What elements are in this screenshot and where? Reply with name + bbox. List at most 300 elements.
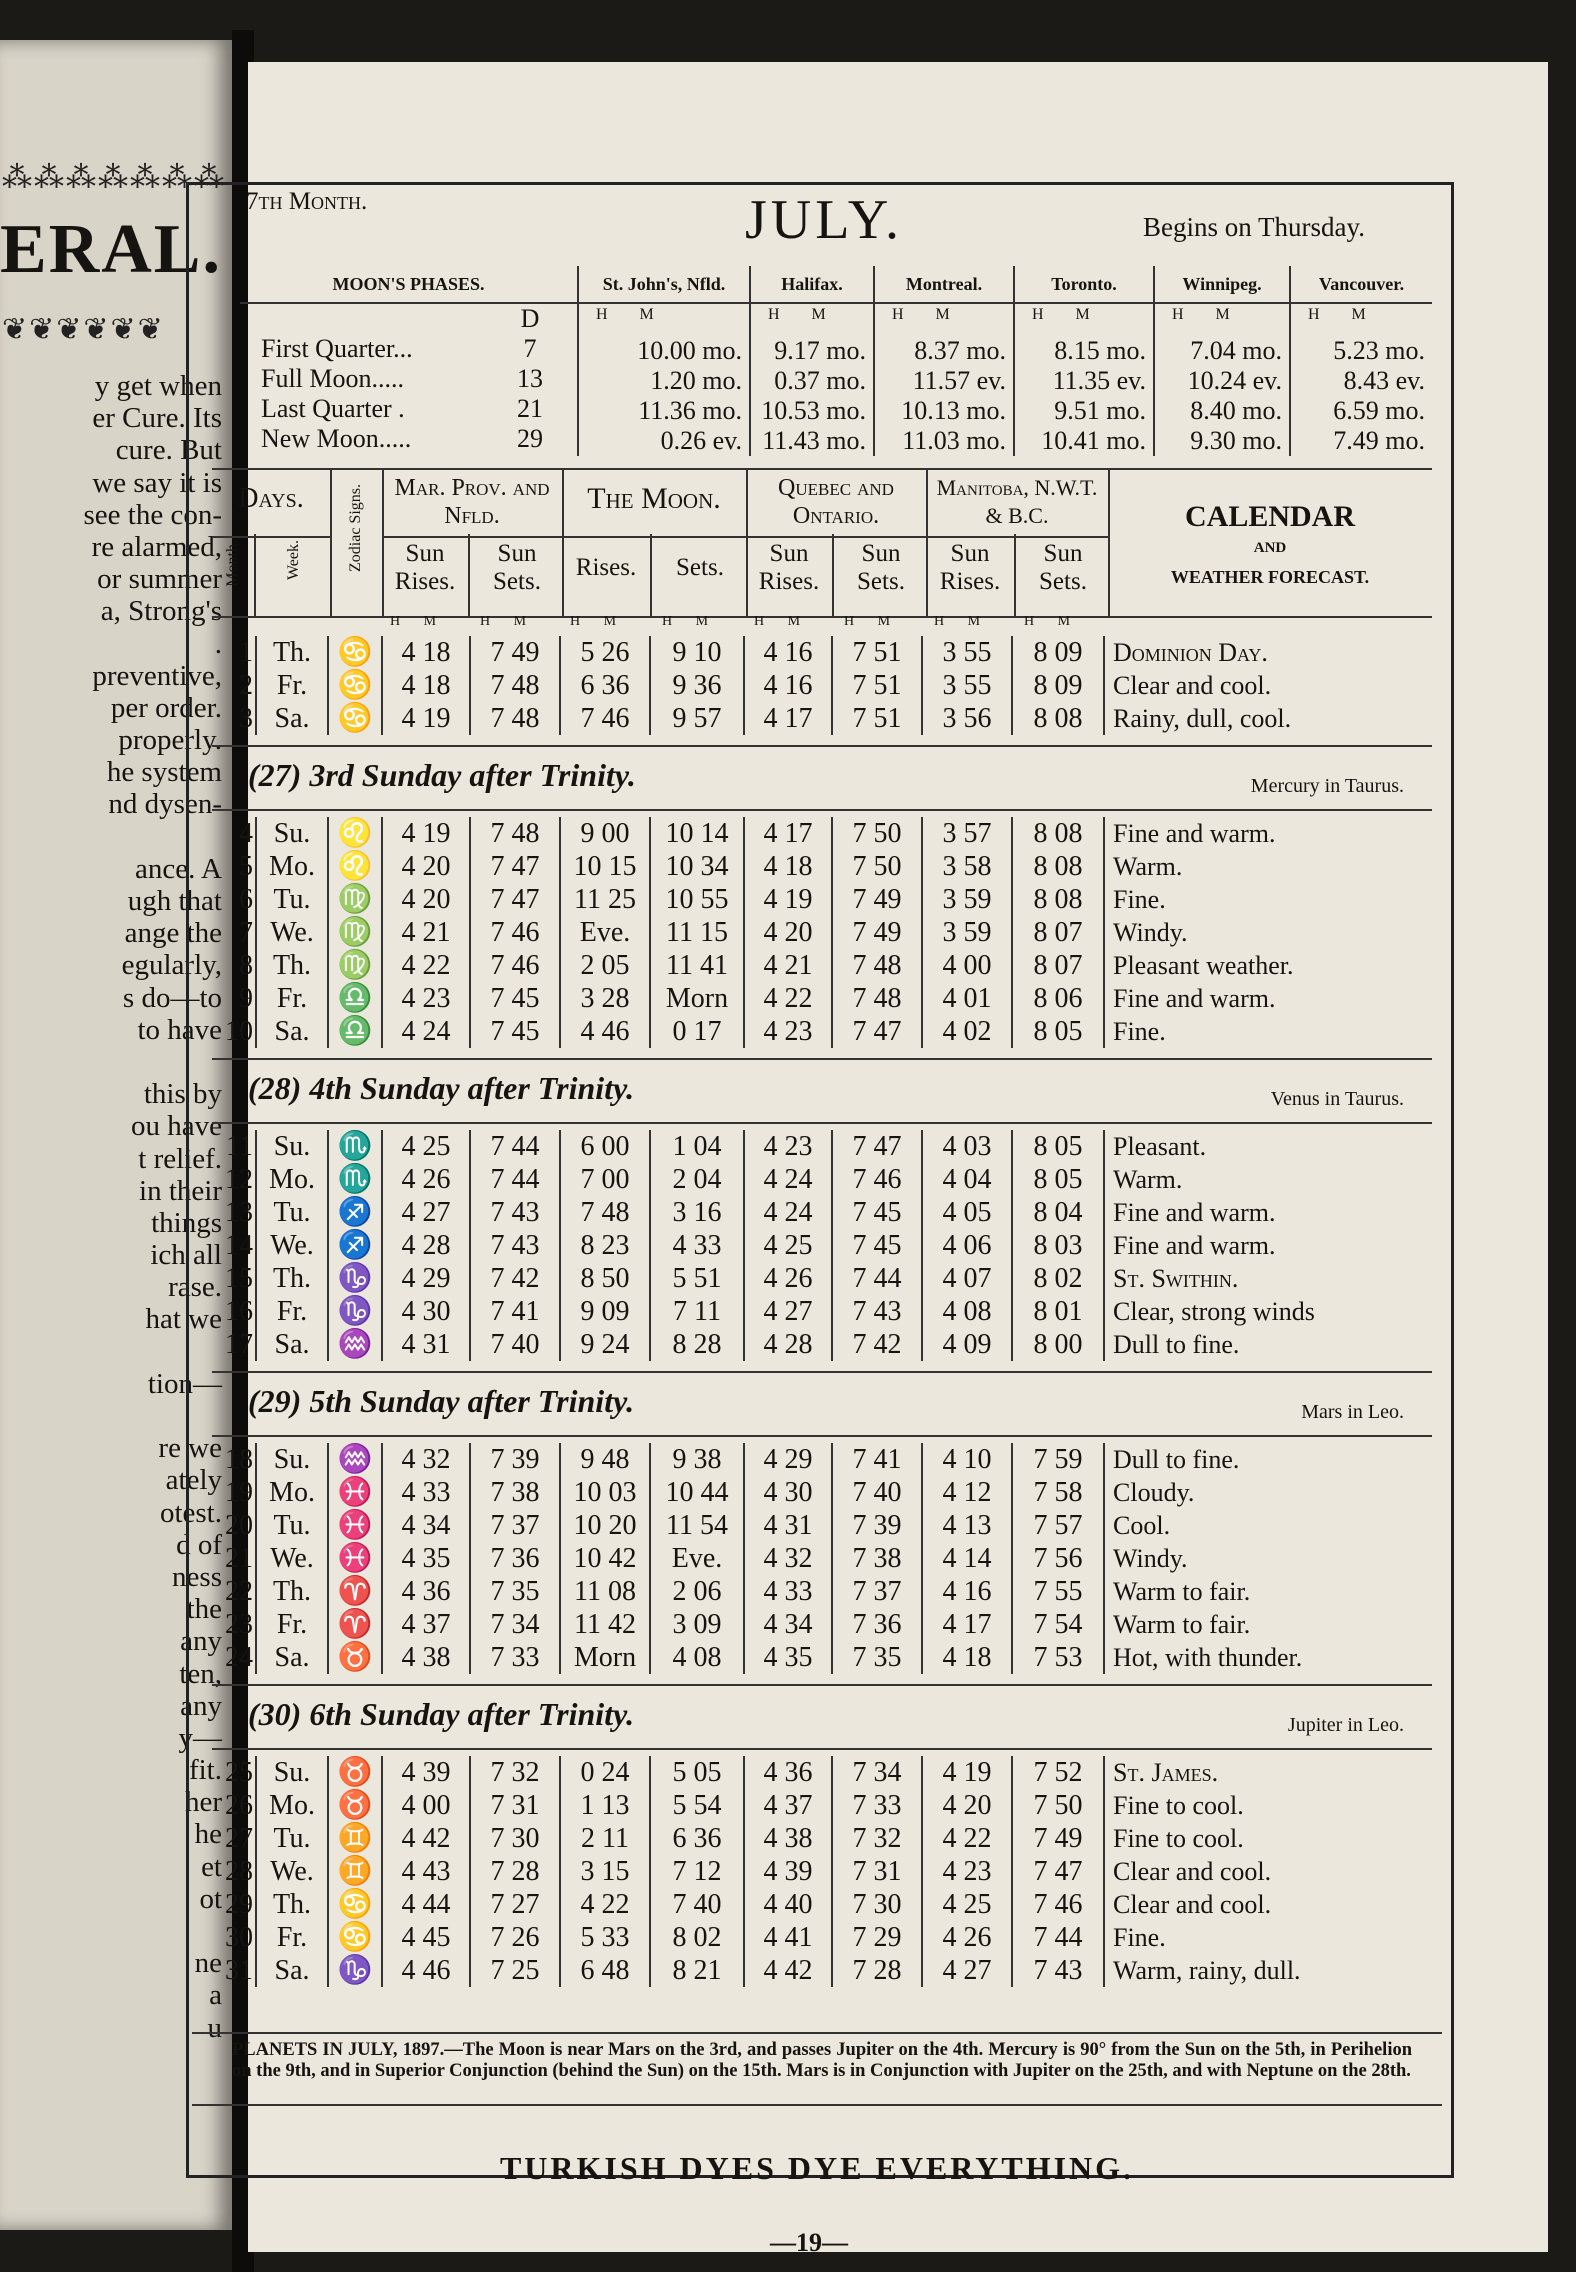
moon-label: The Moon. (562, 470, 746, 538)
day-of-week: Su. (256, 817, 328, 850)
day-row (212, 1542, 1432, 1575)
day-row (212, 1608, 1432, 1641)
time-cell: Eve. (650, 1542, 744, 1575)
zodiac-sign: ♊ (328, 1822, 382, 1855)
day-of-week: Fr. (256, 1921, 328, 1954)
left-page-line: preventive, (92, 659, 222, 692)
weather-forecast: Hot, with thunder. (1113, 1643, 1303, 1672)
day-row (212, 1443, 1432, 1476)
phase-names (261, 304, 413, 454)
time-cell: 7 43 (470, 1196, 560, 1229)
time-cell: 8 07 (1012, 949, 1104, 982)
calendar-column-header (212, 468, 1432, 618)
left-page-line: s do—to (122, 981, 222, 1014)
time-cell: 3 15 (560, 1855, 650, 1888)
week-header (212, 1371, 1432, 1437)
phase-time: 8.37 mo. (914, 336, 1006, 365)
time-cell: 7 56 (1012, 1542, 1104, 1575)
time-cell: 8 09 (1012, 636, 1104, 669)
day-of-week: Sa. (256, 702, 328, 735)
day-of-month: 27 (212, 1822, 256, 1855)
day-of-week: Tu. (256, 1822, 328, 1855)
time-cell: 4 08 (922, 1295, 1012, 1328)
time-cell: 8 02 (1012, 1262, 1104, 1295)
time-cell: 7 53 (1012, 1641, 1104, 1674)
left-page-line: any (180, 1625, 222, 1658)
time-cell: 4 22 (382, 949, 470, 982)
day-row (212, 1229, 1432, 1262)
hm-label: H M (1032, 306, 1104, 323)
sun-rises-label: Sun Rises. (926, 534, 1016, 616)
time-cell: 4 36 (382, 1575, 470, 1608)
time-cell: 4 31 (382, 1328, 470, 1361)
time-cell: 7 57 (1012, 1509, 1104, 1542)
time-cell: 4 32 (382, 1443, 470, 1476)
hm-label: H M (892, 306, 964, 323)
zodiac-sign: ♈ (328, 1575, 382, 1608)
zodiac-sign: ♋ (328, 1888, 382, 1921)
planets-note: PLANETS IN JULY, 1897.—The Moon is near Mars on the 3rd, and passes Jupiter on the 4th. Mercury is 90° from the Sun on the 5th, in Perihelion on the 9th, and in Superior Conjunction (behind the Sun) on the 15th. Mars is in Conjunction with Jupiter on the 25th, and with Neptune on the 28th. (232, 2040, 1412, 2081)
phase-time: 9.17 mo. (774, 336, 866, 365)
weather-forecast: Cool. (1113, 1511, 1171, 1540)
time-cell: 5 51 (650, 1262, 744, 1295)
phase-name: Last Quarter . (261, 394, 405, 423)
phase-names-cell (240, 303, 578, 456)
sun-rises-label: Sun Rises. (382, 534, 470, 616)
zodiac-column-label: Zodiac Signs. (347, 484, 364, 572)
left-page-line: he system (106, 756, 222, 789)
time-cell: 8 05 (1012, 1130, 1104, 1163)
day-row (212, 702, 1432, 735)
time-cell: 4 16 (744, 636, 832, 669)
phase-times (1014, 303, 1154, 456)
left-page-line: re alarmed, (91, 530, 222, 563)
time-cell: 3 59 (922, 883, 1012, 916)
left-page-line: ange the (124, 917, 222, 950)
time-cell: Morn (560, 1641, 650, 1674)
day-of-month: 28 (212, 1855, 256, 1888)
time-cell: 8 08 (1012, 702, 1104, 735)
zodiac-sign: ♓ (328, 1542, 382, 1575)
phase-time: 11.35 ev. (1052, 366, 1146, 395)
time-cell: 11 15 (650, 916, 744, 949)
time-cell: 7 33 (832, 1789, 922, 1822)
left-page-line: per order. (110, 691, 222, 724)
phase-time: 5.23 mo. (1333, 336, 1425, 365)
day-row (212, 1262, 1432, 1295)
weather-forecast: Fine to cool. (1113, 1791, 1244, 1820)
time-cell: 8 08 (1012, 883, 1104, 916)
day-of-month: 24 (212, 1641, 256, 1674)
time-cell: 4 18 (382, 636, 470, 669)
time-cell: 4 37 (382, 1608, 470, 1641)
hm-label: H M (844, 614, 901, 629)
time-cell: 7 32 (470, 1756, 560, 1789)
zodiac-sign: ♋ (328, 636, 382, 669)
time-cell: 7 42 (832, 1328, 922, 1361)
week-note: Mars in Leo. (1301, 1401, 1404, 1423)
time-cell: 10 44 (650, 1476, 744, 1509)
time-cell: 4 44 (382, 1888, 470, 1921)
week-note: Venus in Taurus. (1270, 1088, 1404, 1110)
time-cell: 8 08 (1012, 850, 1104, 883)
time-cell: 11 25 (560, 883, 650, 916)
time-cell: 0 17 (650, 1015, 744, 1048)
time-cell: 7 34 (832, 1756, 922, 1789)
hm-label: H M (1024, 614, 1081, 629)
time-cell: 7 46 (1012, 1888, 1104, 1921)
time-cell: 4 20 (744, 916, 832, 949)
zodiac-sign: ♌ (328, 850, 382, 883)
day-of-week: Tu. (256, 1509, 328, 1542)
time-cell: 8 06 (1012, 982, 1104, 1015)
zodiac-sign: ♋ (328, 702, 382, 735)
time-cell: 4 07 (922, 1262, 1012, 1295)
zodiac-sign: ♓ (328, 1476, 382, 1509)
zodiac-sign: ♑ (328, 1262, 382, 1295)
phase-time: 8.43 ev. (1343, 366, 1425, 395)
week-header (212, 1058, 1432, 1124)
day-row (212, 1789, 1432, 1822)
time-cell: 2 04 (650, 1163, 744, 1196)
zodiac-sign: ♏ (328, 1163, 382, 1196)
zodiac-sign: ♋ (328, 1921, 382, 1954)
day-of-week: Th. (256, 1888, 328, 1921)
time-cell: 8 08 (1012, 817, 1104, 850)
left-page-line: t relief. (138, 1142, 222, 1175)
city-header: Halifax. (750, 266, 874, 303)
time-cell: 4 41 (744, 1921, 832, 1954)
left-page-line: or summer (97, 563, 222, 596)
time-cell: 5 33 (560, 1921, 650, 1954)
day-row (212, 850, 1432, 883)
time-cell: 7 36 (470, 1542, 560, 1575)
day-of-month: 25 (212, 1756, 256, 1789)
page-title: JULY. (745, 189, 904, 251)
day-of-week: Sa. (256, 1015, 328, 1048)
phase-time: 0.37 mo. (774, 366, 866, 395)
time-cell: 7 28 (470, 1855, 560, 1888)
day-of-month: 30 (212, 1921, 256, 1954)
zodiac-sign: ♍ (328, 916, 382, 949)
day-of-month: 23 (212, 1608, 256, 1641)
hm-label: H M (1172, 306, 1244, 323)
time-cell: 4 46 (382, 1954, 470, 1987)
time-cell: 7 43 (832, 1295, 922, 1328)
time-cell: 7 46 (470, 916, 560, 949)
weather-forecast: Dominion Day. (1113, 638, 1268, 667)
advert-slogan: TURKISH DYES DYE EVERYTHING. (499, 2150, 1135, 2186)
time-cell: 3 09 (650, 1608, 744, 1641)
day-of-week: We. (256, 1855, 328, 1888)
zodiac-sign: ♈ (328, 1608, 382, 1641)
phase-time: 10.24 ev. (1187, 366, 1282, 395)
left-page-line: d of (176, 1528, 222, 1561)
day-label: D (520, 304, 540, 333)
phase-time: 11.43 mo. (762, 426, 866, 455)
time-cell: 4 25 (382, 1130, 470, 1163)
time-cell: 11 08 (560, 1575, 650, 1608)
left-page-line: egularly, (121, 949, 222, 982)
left-page-line: tion— (147, 1367, 222, 1400)
time-cell: 3 56 (922, 702, 1012, 735)
left-page-line: ten, (179, 1657, 222, 1690)
time-cell: 7 47 (832, 1015, 922, 1048)
time-cell: 4 03 (922, 1130, 1012, 1163)
zodiac-sign: ♑ (328, 1954, 382, 1987)
time-cell: 9 48 (560, 1443, 650, 1476)
time-cell: 8 23 (560, 1229, 650, 1262)
time-cell: 9 10 (650, 636, 744, 669)
city-header: Winnipeg. (1154, 266, 1290, 303)
zodiac-sign: ♏ (328, 1130, 382, 1163)
phase-times (874, 303, 1014, 456)
phase-time: 10.41 mo. (1041, 426, 1146, 455)
week-title: (27) 3rd Sunday after Trinity. (248, 757, 636, 793)
zodiac-sign: ♒ (328, 1328, 382, 1361)
time-cell: 8 50 (560, 1262, 650, 1295)
time-cell: 4 30 (744, 1476, 832, 1509)
time-cell: 4 26 (382, 1163, 470, 1196)
day-of-month: 4 (212, 817, 256, 850)
time-cell: 4 22 (560, 1888, 650, 1921)
time-cell: 7 36 (832, 1608, 922, 1641)
day-of-week: Fr. (256, 669, 328, 702)
week-header (212, 745, 1432, 811)
time-cell: 8 28 (650, 1328, 744, 1361)
left-page-line: cure. But (115, 434, 222, 467)
time-cell: 4 32 (744, 1542, 832, 1575)
time-cell: 7 31 (470, 1789, 560, 1822)
time-cell: 7 43 (470, 1229, 560, 1262)
day-of-month: 3 (212, 702, 256, 735)
phase-time: 10.53 mo. (761, 396, 866, 425)
day-of-week: Fr. (256, 982, 328, 1015)
day-of-month: 29 (212, 1888, 256, 1921)
day-of-week: Mo. (256, 1163, 328, 1196)
time-cell: 7 47 (470, 850, 560, 883)
weather-forecast: Warm, rainy, dull. (1113, 1956, 1301, 1985)
time-cell: 7 49 (832, 916, 922, 949)
time-cell: 4 29 (382, 1262, 470, 1295)
time-cell: 7 35 (832, 1641, 922, 1674)
time-cell: 4 33 (744, 1575, 832, 1608)
time-cell: 7 49 (832, 883, 922, 916)
time-cell: 7 48 (832, 982, 922, 1015)
quebec-label: Quebec and Ontario. (746, 470, 926, 538)
day-row (212, 916, 1432, 949)
time-cell: 2 05 (560, 949, 650, 982)
day-row (212, 1888, 1432, 1921)
hm-label: H M (390, 614, 447, 629)
day-row (212, 636, 1432, 669)
time-cell: 5 26 (560, 636, 650, 669)
and-label: AND (1253, 540, 1287, 556)
time-cell: 7 39 (832, 1509, 922, 1542)
week-note: Jupiter in Leo. (1287, 1714, 1404, 1736)
time-cell: 7 41 (470, 1295, 560, 1328)
weather-forecast: Clear and cool. (1113, 1890, 1272, 1919)
time-cell: 4 22 (744, 982, 832, 1015)
week-note: Mercury in Taurus. (1250, 775, 1404, 797)
phase-time: 9.51 mo. (1054, 396, 1146, 425)
time-cell: 4 45 (382, 1921, 470, 1954)
week-title: (30) 6th Sunday after Trinity. (248, 1696, 635, 1732)
time-cell: 7 51 (832, 669, 922, 702)
time-cell: 3 28 (560, 982, 650, 1015)
zodiac-sign: ♎ (328, 1015, 382, 1048)
left-page-line: to have (137, 1013, 222, 1046)
weather-forecast: Warm to fair. (1113, 1610, 1251, 1639)
day-of-month: 6 (212, 883, 256, 916)
time-cell: 9 38 (650, 1443, 744, 1476)
phase-time: 6.59 mo. (1333, 396, 1425, 425)
day-row (212, 1575, 1432, 1608)
left-page-line: er Cure. Its (92, 402, 222, 435)
time-cell: 7 46 (832, 1163, 922, 1196)
time-cell: 3 57 (922, 817, 1012, 850)
time-cell: 7 28 (832, 1954, 922, 1987)
time-cell: 7 38 (832, 1542, 922, 1575)
time-cell: 4 19 (382, 817, 470, 850)
time-cell: 7 39 (470, 1443, 560, 1476)
time-cell: 4 39 (382, 1756, 470, 1789)
time-cell: 7 27 (470, 1888, 560, 1921)
time-cell: 4 19 (744, 883, 832, 916)
day-row (212, 1163, 1432, 1196)
time-cell: 9 24 (560, 1328, 650, 1361)
day-row (212, 949, 1432, 982)
left-page-heading: ERAL. (0, 211, 222, 288)
day-of-month: 7 (212, 916, 256, 949)
phase-times (1154, 303, 1290, 456)
time-cell: 7 49 (470, 636, 560, 669)
forecast-label: WEATHER FORECAST. (1170, 567, 1370, 587)
left-page-line: y— (178, 1721, 222, 1754)
phase-time: 9.30 mo. (1190, 426, 1282, 455)
time-cell: 3 55 (922, 636, 1012, 669)
time-cell: 10 20 (560, 1509, 650, 1542)
week-table (212, 636, 1432, 735)
time-cell: 7 44 (832, 1262, 922, 1295)
time-cell: 4 23 (382, 982, 470, 1015)
moon-header (562, 470, 748, 616)
weather-forecast: Clear and cool. (1113, 671, 1272, 700)
phase-time: 8.15 mo. (1054, 336, 1146, 365)
day-of-week: Th. (256, 949, 328, 982)
day-of-month: 1 (212, 636, 256, 669)
time-cell: 4 23 (744, 1130, 832, 1163)
time-cell: 7 48 (470, 669, 560, 702)
time-cell: 4 34 (382, 1509, 470, 1542)
time-cell: 4 05 (922, 1196, 1012, 1229)
left-page-line: nd dysen- (108, 788, 222, 821)
time-cell: 7 37 (470, 1509, 560, 1542)
day-of-week: We. (256, 1229, 328, 1262)
hm-label: H M (596, 306, 668, 323)
time-cell: 4 39 (744, 1855, 832, 1888)
time-cell: 4 06 (922, 1229, 1012, 1262)
left-page-line: fit. (188, 1754, 222, 1787)
day-of-month: 20 (212, 1509, 256, 1542)
time-cell: 1 04 (650, 1130, 744, 1163)
left-page-line: re we (158, 1432, 222, 1465)
time-cell: 7 47 (470, 883, 560, 916)
week-header (212, 1684, 1432, 1750)
time-cell: 8 21 (650, 1954, 744, 1987)
time-cell: 8 03 (1012, 1229, 1104, 1262)
left-page-line: y get when (94, 370, 222, 402)
time-cell: 4 35 (382, 1542, 470, 1575)
time-cell: 4 10 (922, 1443, 1012, 1476)
weather-forecast: Pleasant weather. (1113, 951, 1294, 980)
weather-forecast: Fine and warm. (1113, 1198, 1276, 1227)
moon-sets-label: Sets. (676, 554, 724, 581)
day-of-week: Sa. (256, 1641, 328, 1674)
time-cell: 4 17 (744, 702, 832, 735)
weather-forecast: St. James. (1113, 1758, 1219, 1787)
weather-forecast: Dull to fine. (1113, 1445, 1240, 1474)
time-cell: 2 06 (650, 1575, 744, 1608)
time-cell: 10 34 (650, 850, 744, 883)
time-cell: 7 47 (832, 1130, 922, 1163)
zodiac-sign: ♐ (328, 1229, 382, 1262)
day-row (212, 1756, 1432, 1789)
day-row (212, 1015, 1432, 1048)
day-row (212, 1328, 1432, 1361)
weather-forecast: Fine to cool. (1113, 1824, 1244, 1853)
time-cell: 7 59 (1012, 1443, 1104, 1476)
day-of-month: 5 (212, 850, 256, 883)
time-cell: 10 03 (560, 1476, 650, 1509)
manitoba-header (926, 470, 1110, 616)
time-cell: 7 48 (560, 1196, 650, 1229)
time-cell: 7 46 (560, 702, 650, 735)
page-number: —19— (770, 2228, 848, 2257)
day-of-week: Tu. (256, 1196, 328, 1229)
time-cell: 7 30 (832, 1888, 922, 1921)
hm-label: H M (934, 614, 991, 629)
day-of-month: 26 (212, 1789, 256, 1822)
time-cell: 4 17 (744, 817, 832, 850)
phase-day: 7 (523, 334, 537, 363)
left-page-line: u (207, 2011, 222, 2044)
time-cell: 4 00 (922, 949, 1012, 982)
left-page-line: ne (194, 1947, 222, 1980)
time-cell: 7 35 (470, 1575, 560, 1608)
time-cell: 8 07 (1012, 916, 1104, 949)
week-column-label: Week. (285, 540, 302, 581)
left-page-line: ately (165, 1464, 222, 1497)
time-cell: 7 48 (832, 949, 922, 982)
zodiac-header (330, 470, 384, 616)
left-page-line: . (214, 627, 222, 660)
day-of-week: Su. (256, 1756, 328, 1789)
left-page-line: a (209, 1979, 222, 2012)
time-cell: 4 46 (560, 1015, 650, 1048)
ornament-row: ⁂⁂⁂⁂⁂⁂⁂ (2, 161, 226, 194)
weather-forecast: Cloudy. (1113, 1478, 1195, 1507)
day-of-month: 31 (212, 1954, 256, 1987)
time-cell: 4 25 (922, 1888, 1012, 1921)
phase-day: 21 (517, 394, 543, 423)
time-cell: 4 27 (744, 1295, 832, 1328)
time-cell: Morn (650, 982, 744, 1015)
time-cell: 1 13 (560, 1789, 650, 1822)
time-cell: 4 17 (922, 1608, 1012, 1641)
time-cell: 4 38 (744, 1822, 832, 1855)
time-cell: 7 30 (470, 1822, 560, 1855)
